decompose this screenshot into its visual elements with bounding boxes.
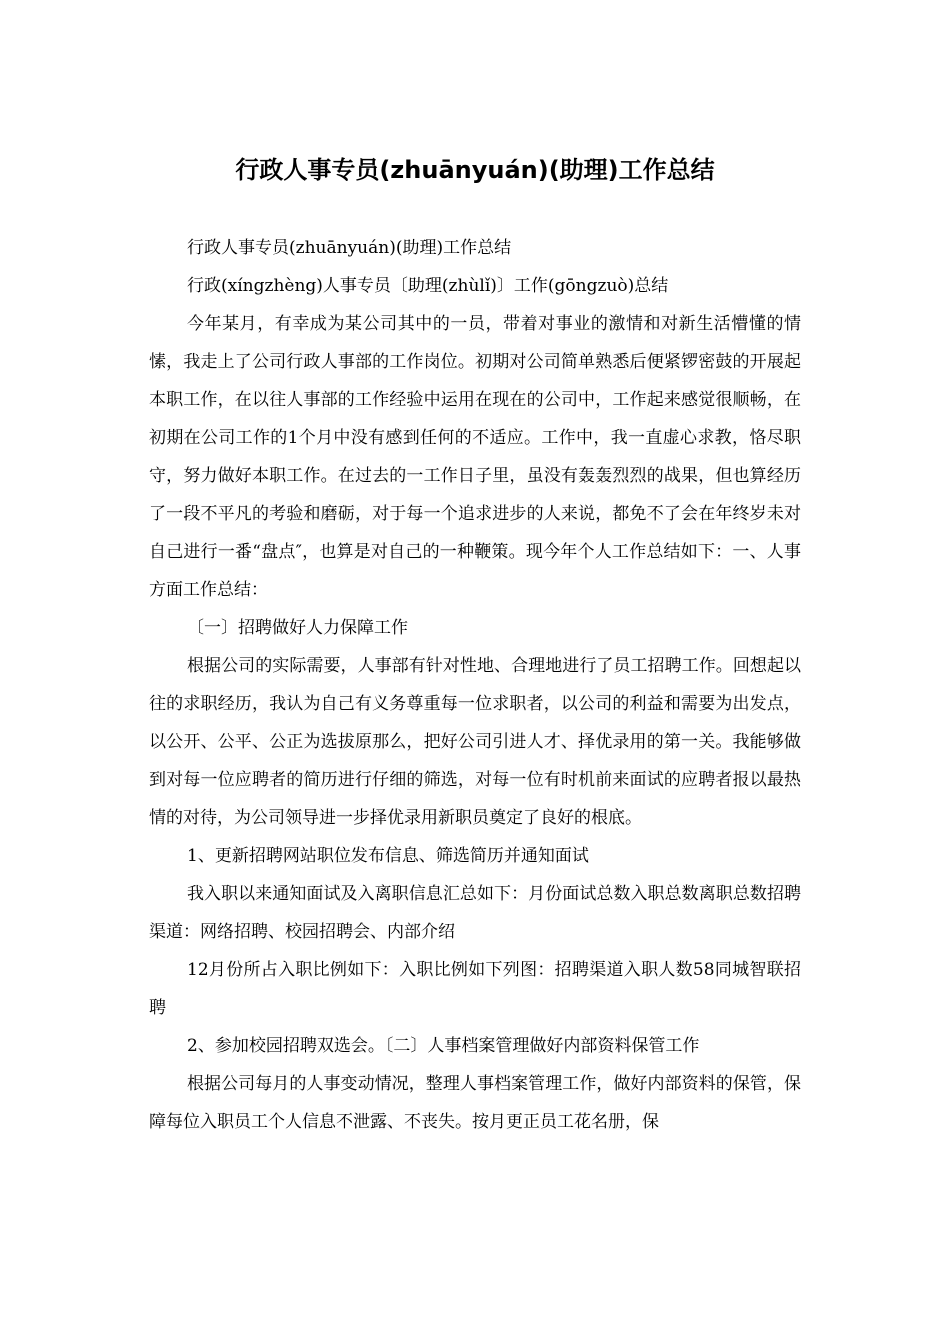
paragraph-records-management: 根据公司每月的人事变动情况，整理人事档案管理工作，做好内部资料的保管，保障每位入职员工个人信息不泄露、不丧失。按月更正员工花名册，保 (149, 1074, 801, 1132)
paragraph-introduction: 今年某月，有幸成为某公司其中的一员，带着对事业的激情和对新生活懵懂的情愫，我走上了公司行政人事部的工作岗位。初期对公司简单熟悉后便紧锣密鼓的开展起本职工作，在以往人事部的工作经验中运用在现在的公司中，工作起来感觉很顺畅，在初期在公司工作的1个月中没有感到任何的不适应。工作中，我一直虚心求教，恪尽职守，努力做好本职工作。在过去的一工作日子里，虽没有轰轰烈烈的战果，但也算经历了一段不平凡的考验和磨砺，对于每一个追求进步的人来说，都免不了会在年终岁未对自己进行一番“盘点″，也算是对自己的一种鞭策。现今年个人工作总结如下：一、人事方面工作总结： (149, 314, 801, 600)
list-item-update-postings: 1、更新招聘网站职位发布信息、筛选简历并通知面试 (187, 846, 589, 866)
paragraph-subtitle-pinyin: 行政(xíngzhèng)人事专员〔助理(zhùlǐ)〕工作(gōngzuò)总结 (187, 276, 669, 296)
paragraph-december-ratio: 12月份所占入职比例如下：入职比例如下列图：招聘渠道入职人数58同城智联招聘 (149, 960, 801, 1018)
document-title: 行政人事专员(zhuānyuán)(助理)工作总结 (235, 156, 715, 184)
paragraph-subtitle: 行政人事专员(zhuānyuán)(助理)工作总结 (187, 238, 512, 258)
paragraph-interview-summary: 我入职以来通知面试及入离职信息汇总如下：月份面试总数入职总数离职总数招聘渠道：网络招聘、校园招聘会、内部介绍 (149, 884, 801, 942)
document-body (149, 229, 801, 1141)
section-heading-recruitment: 〔一〕招聘做好人力保障工作 (187, 618, 408, 638)
paragraph-recruitment: 根据公司的实际需要，人事部有针对性地、合理地进行了员工招聘工作。回想起以往的求职经历，我认为自己有义务尊重每一位求职者，以公司的利益和需要为出发点，以公开、公平、公正为选拔原那么，把好公司引进人才、择优录用的第一关。我能够做到对每一位应聘者的简历进行仔细的筛选，对每一位有时机前来面试的应聘者报以最热情的对待，为公司领导进一步择优录用新职员奠定了良好的根底。 (149, 656, 801, 828)
list-item-campus-fair: 2、参加校园招聘双选会。〔二〕人事档案管理做好内部资料保管工作 (187, 1036, 700, 1056)
